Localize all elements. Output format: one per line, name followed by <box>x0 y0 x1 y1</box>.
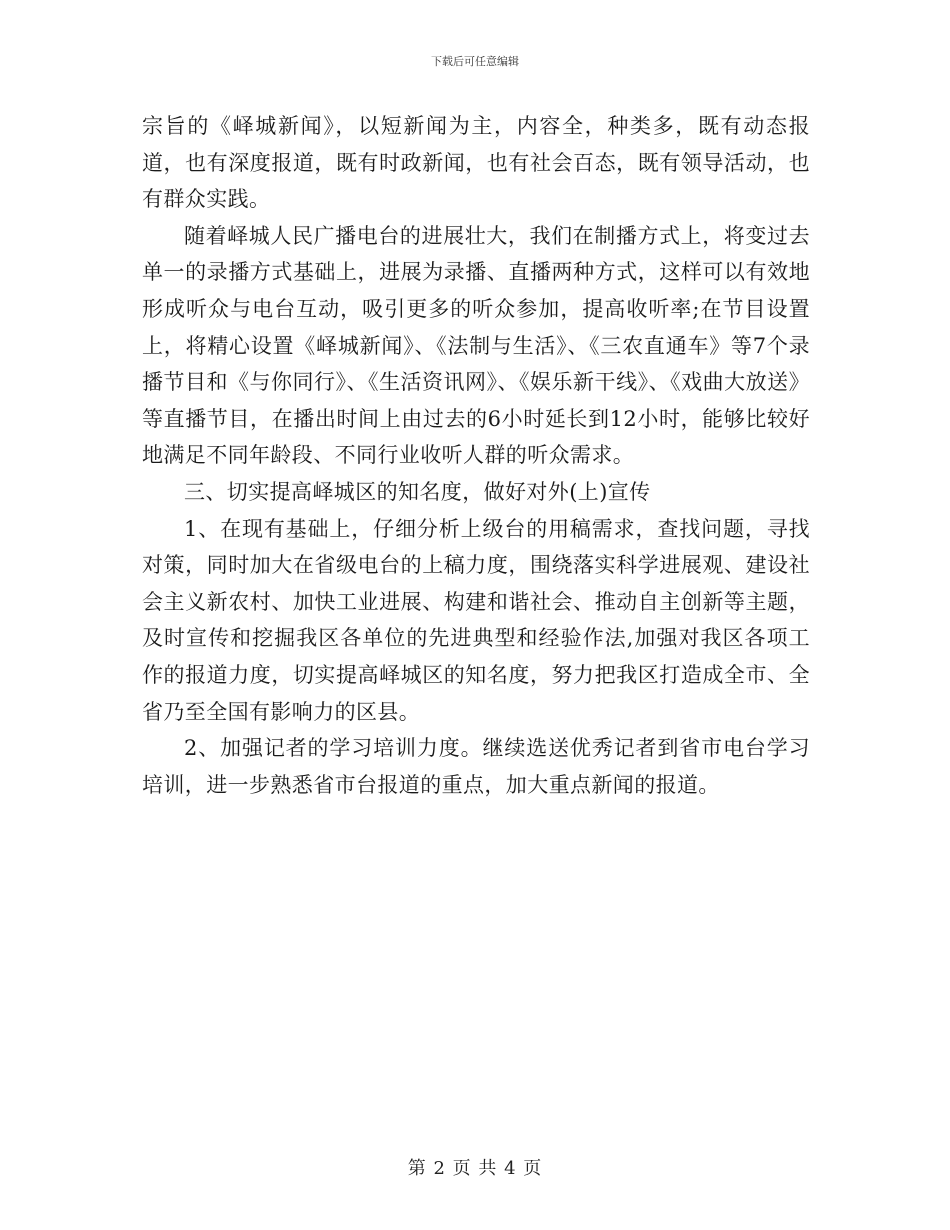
paragraph-continued: 宗旨的《峄城新闻》，以短新闻为主，内容全，种类多，既有动态报道，也有深度报道，既有时政新闻，也有社会百态，既有领导活动，也有群众实践。 <box>142 114 810 212</box>
document-body <box>142 108 810 803</box>
section-heading: 三、切实提高峄城区的知名度，做好对外(上)宣传 <box>184 479 651 504</box>
page-header: 下载后可任意编辑 <box>431 55 519 68</box>
paragraph-item-1: 1、在现有基础上，仔细分析上级台的用稿需求，查找问题，寻找对策，同时加大在省级电台的上稿力度，围绕落实科学进展观、建设社会主义新农村、加快工业进展、构建和谐社会、推动自主创新等主题，及时宣传和挖掘我区各单位的先进典型和经验作法,加强对我区各项工作的报道力度，切实提高峄城区的知名度，努力把我区打造成全市、全省乃至全国有影响力的区县。 <box>142 516 810 724</box>
paragraph-broadcast-development: 随着峄城人民广播电台的进展壮大，我们在制播方式上，将变过去单一的录播方式基础上，进展为录播、直播两种方式，这样可以有效地形成听众与电台互动，吸引更多的听众参加，提高收听率;在节目设置上，将精心设置《峄城新闻》、《法制与生活》、《三农直通车》等7个录播节目和《与你同行》、《生活资讯网》、《娱乐新干线》、《戏曲大放送》等直播节目，在播出时间上由过去的6小时延长到12小时，能够比较好地满足不同年龄段、不同行业收听人群的听众需求。 <box>142 223 810 468</box>
paragraph-item-2: 2、加强记者的学习培训力度。继续选送优秀记者到省市电台学习培训，进一步熟悉省市台报道的重点，加大重点新闻的报道。 <box>142 736 810 797</box>
page-number-footer: 第 2 页 共 4 页 <box>407 1158 543 1179</box>
